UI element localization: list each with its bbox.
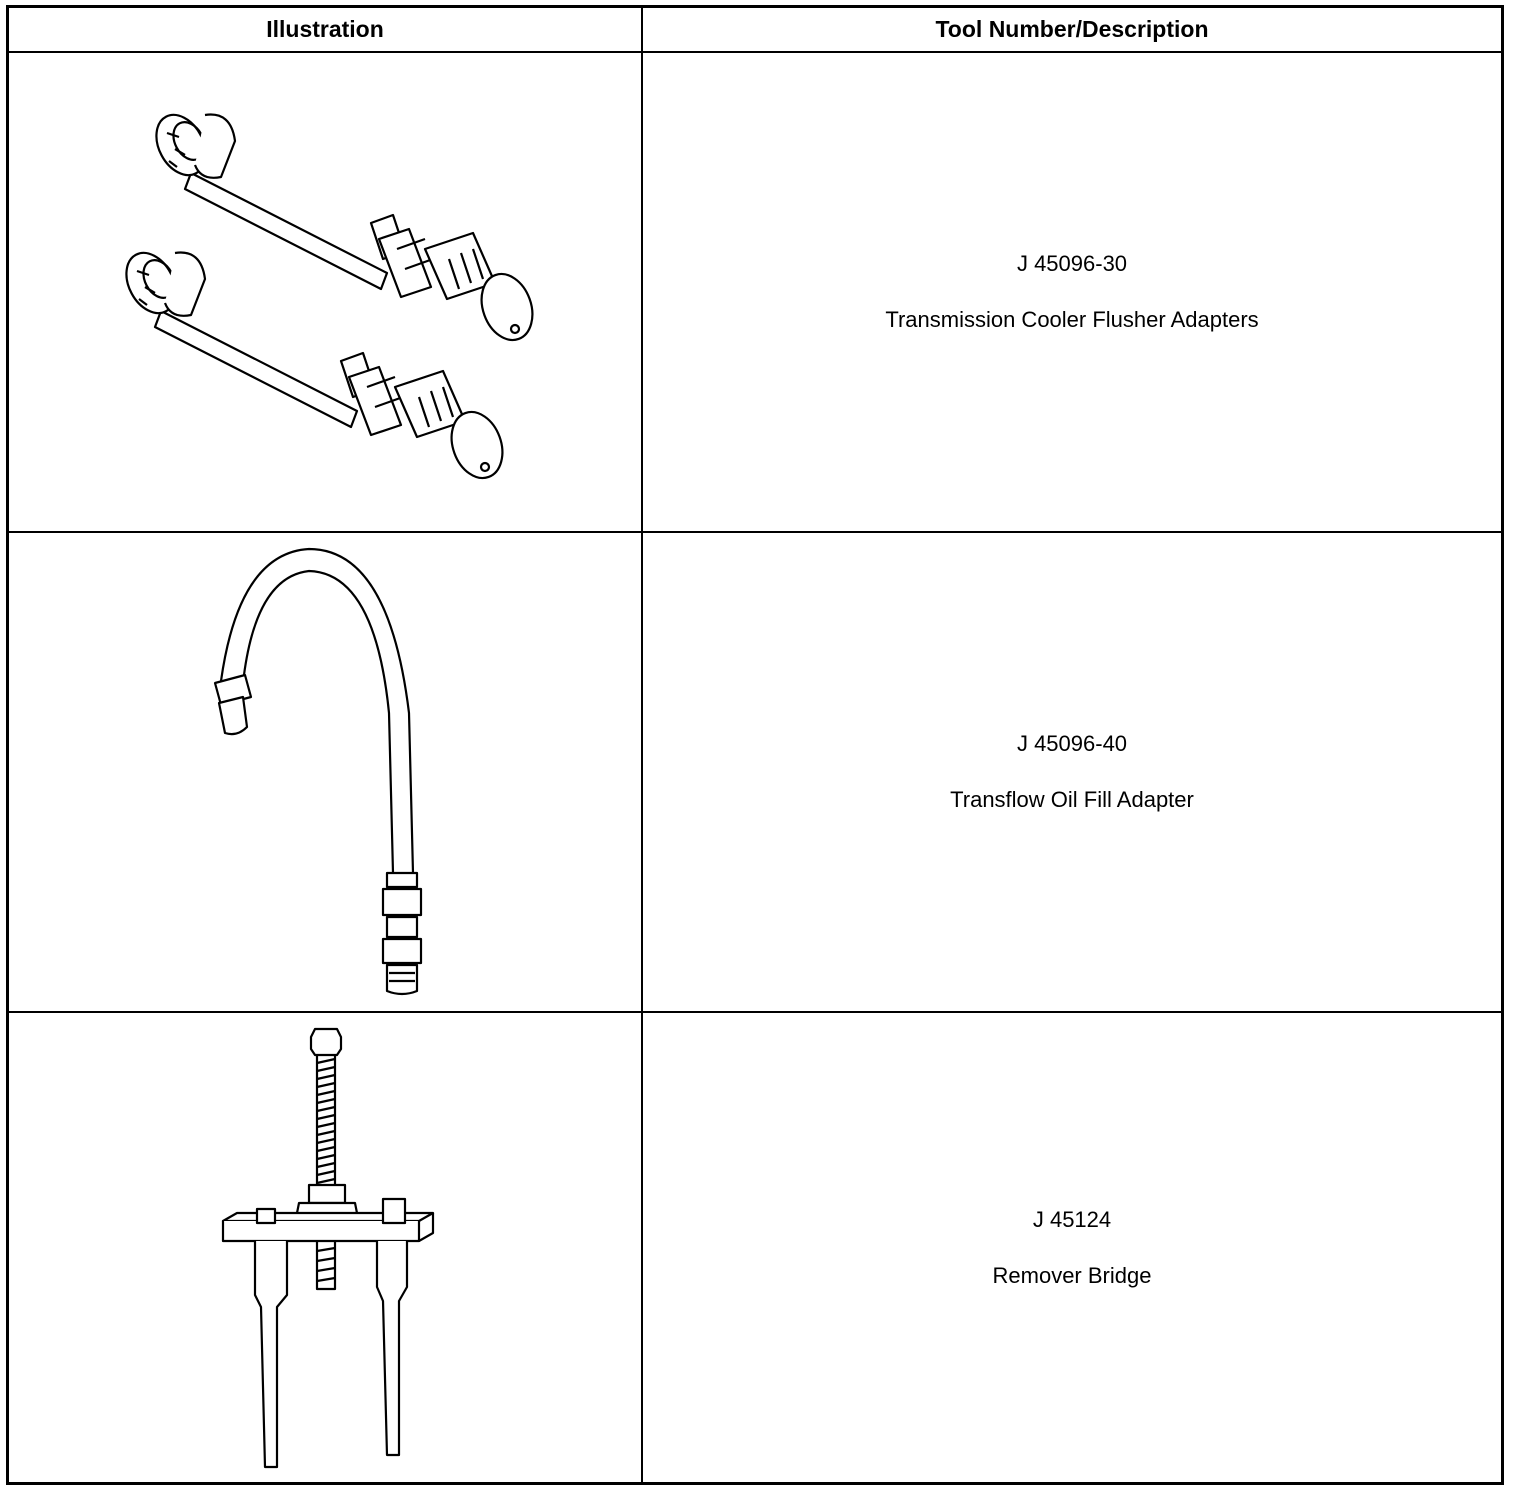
tool-description-cell: [643, 533, 1501, 1011]
tool-description: Transflow Oil Fill Adapter: [950, 787, 1194, 812]
illustration-oil-fill-adapter: [9, 533, 641, 1011]
table-row: [9, 533, 1501, 1013]
tool-number: J 45096-30: [1016, 251, 1128, 276]
table-header: [9, 8, 1501, 53]
tool-description: Transmission Cooler Flusher Adapters: [885, 307, 1259, 332]
illustration-remover-bridge: [9, 1013, 641, 1482]
table-row: [9, 53, 1501, 533]
tool-description: Remover Bridge: [992, 1262, 1152, 1288]
tool-description-cell: [643, 1013, 1501, 1482]
tool-table: [6, 5, 1504, 1485]
illustration-flusher-adapters: [9, 53, 641, 531]
header-tool-number: Tool Number/Description: [935, 16, 1209, 42]
tool-number: J 45124: [1032, 1206, 1112, 1232]
table-row: [9, 1013, 1501, 1482]
header-illustration: Illustration: [266, 16, 384, 42]
tool-number: J 45096-40: [1016, 731, 1128, 756]
tool-description-cell: [643, 53, 1501, 531]
